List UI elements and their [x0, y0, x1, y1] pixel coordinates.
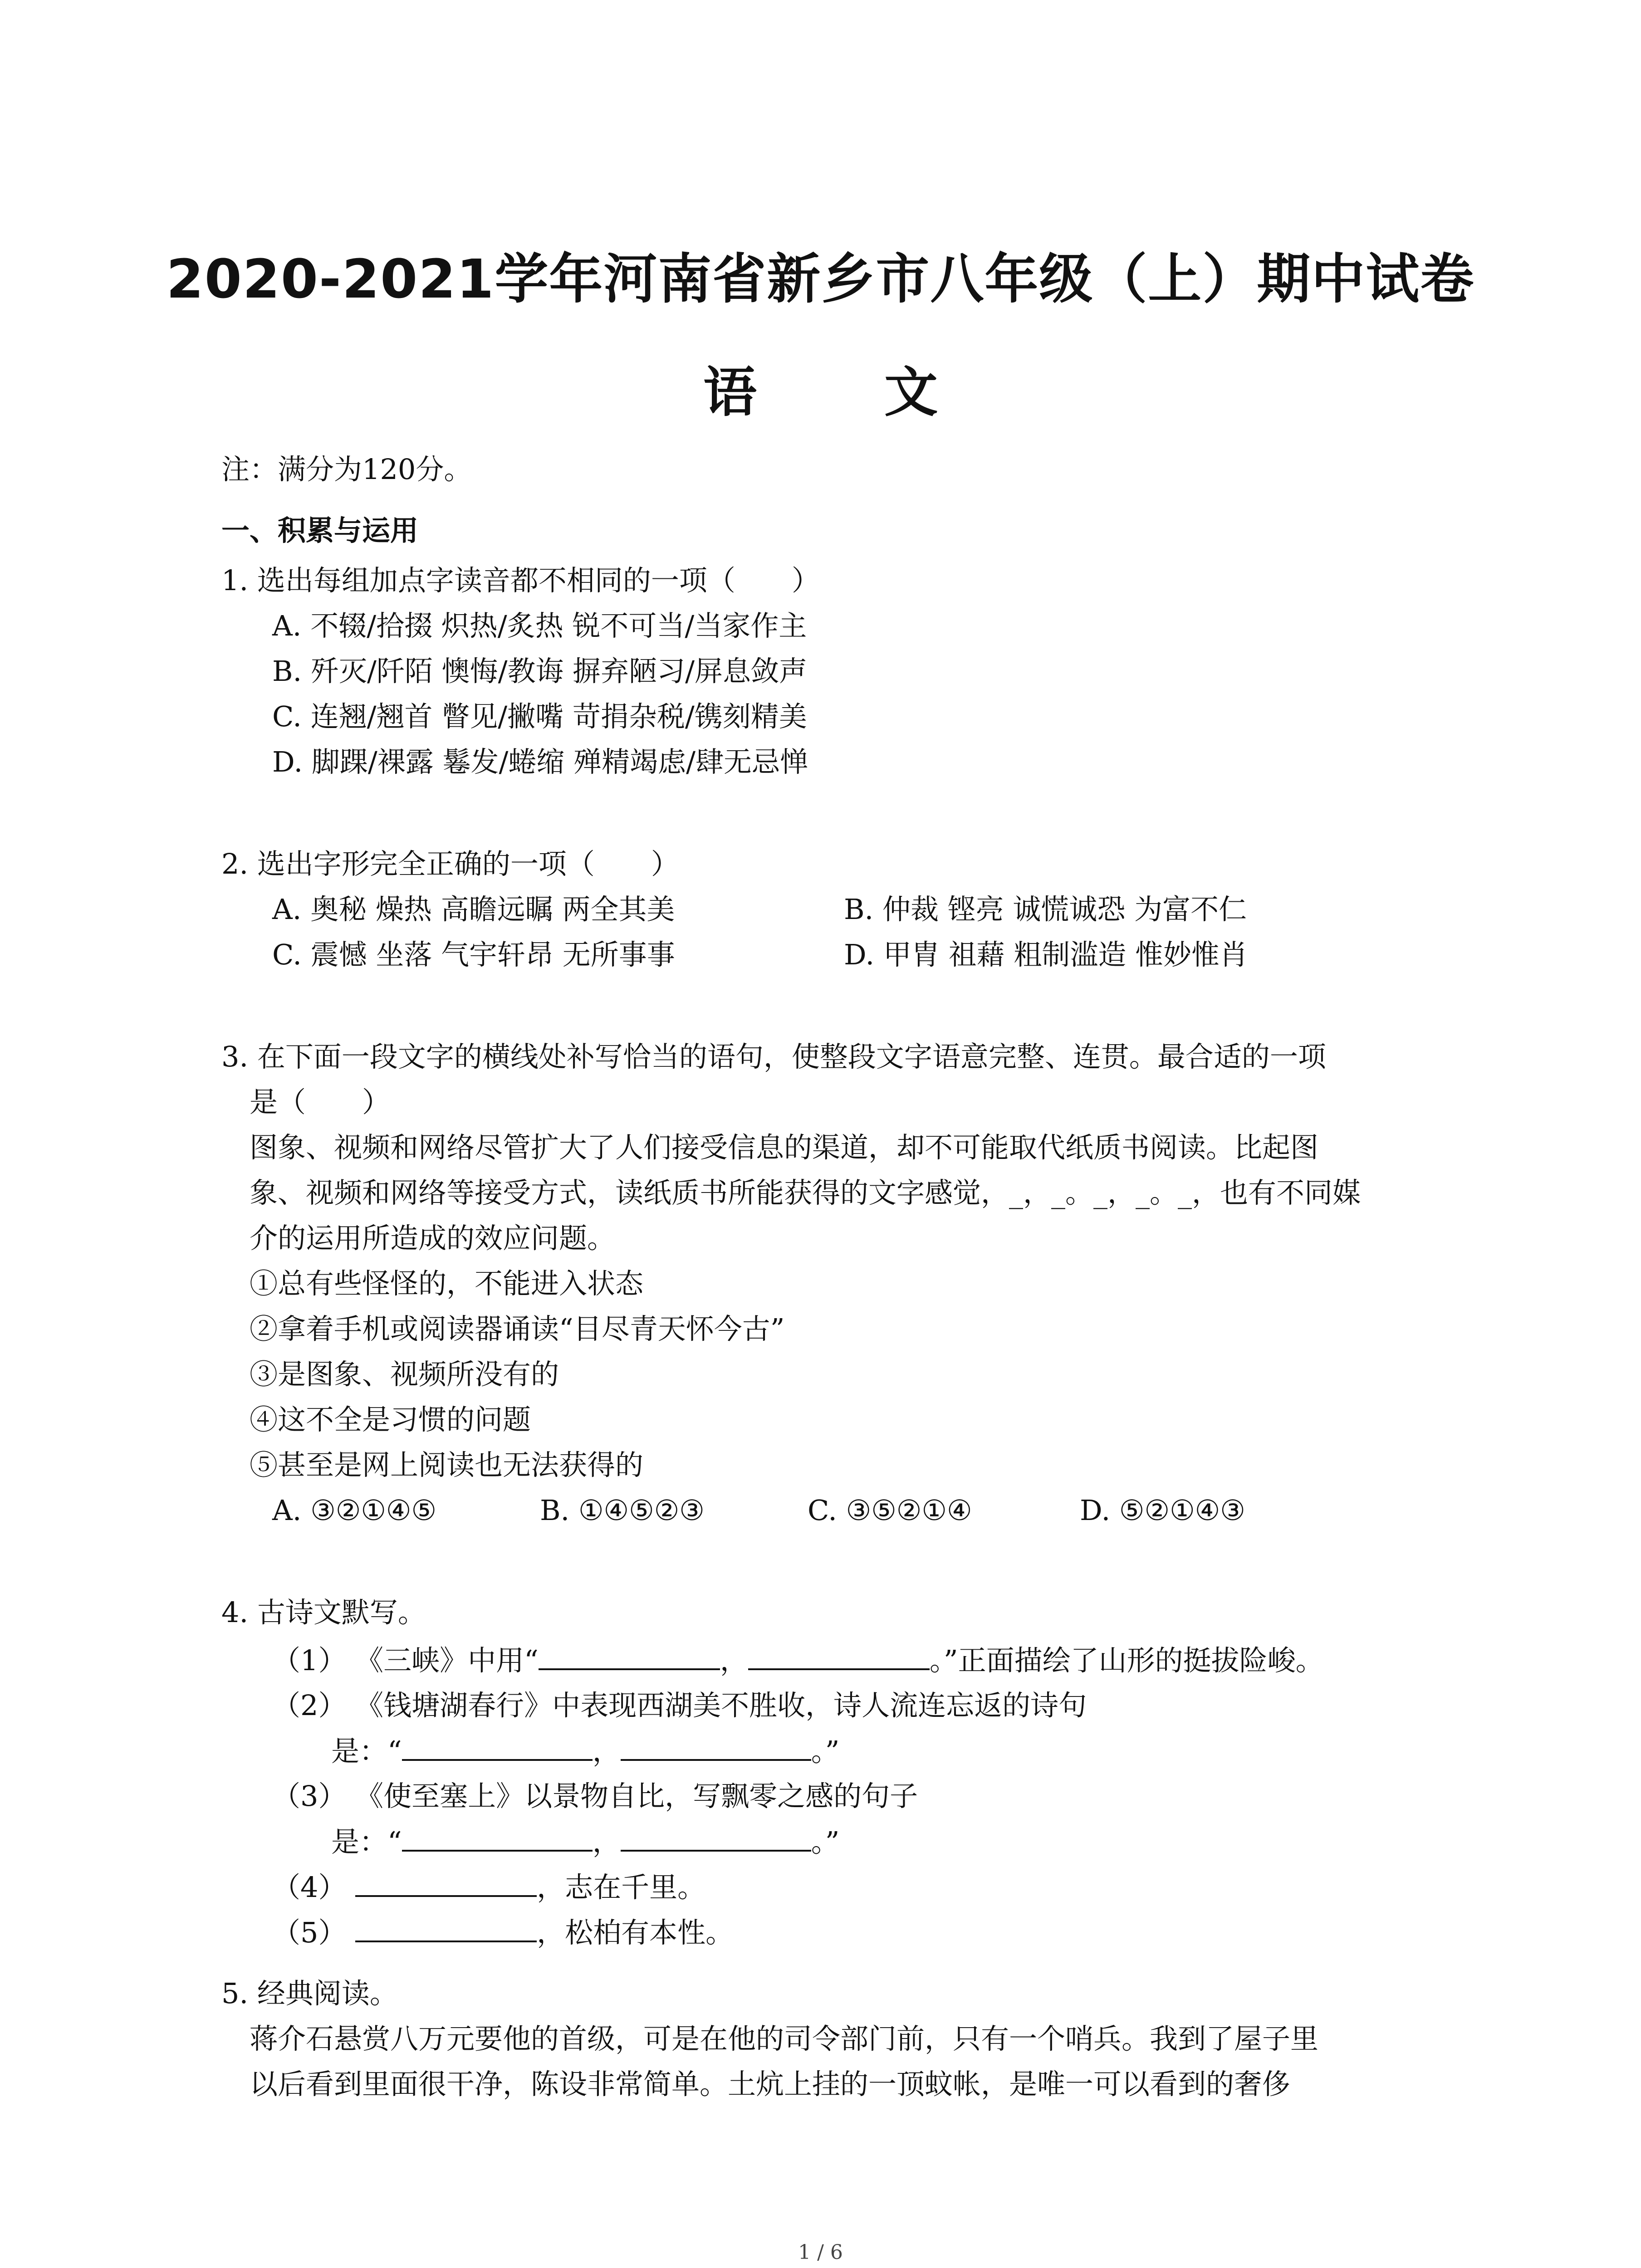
q2-option-d: D. 甲胄 祖藉 粗制滥造 惟妙惟肖: [844, 938, 1248, 971]
q4-sub3-mid: ，: [592, 1825, 621, 1858]
q4-sub5-suffix: ，松柏有本性。: [537, 1916, 734, 1949]
q2-option-c: C. 震憾 坐落 气宇轩昂 无所事事: [272, 938, 675, 971]
q3-item-5: ⑤甚至是网上阅读也无法获得的: [250, 1448, 644, 1481]
q5-passage-line2: 以后看到里面很干净，陈设非常简单。土炕上挂的一顶蚊帐，是唯一可以看到的奢侈: [250, 2068, 1291, 2101]
q4-sub4-suffix: ，志在千里。: [537, 1871, 706, 1904]
q3-item-3: ③是图象、视频所没有的: [250, 1358, 559, 1391]
q1-stem: 1. 选出每组加点字读音都不相同的一项（ ）: [221, 564, 820, 597]
answer-blank[interactable]: [402, 1733, 593, 1761]
page-number: 1 / 6: [798, 2241, 843, 2264]
q3-item-4: ④这不全是习惯的问题: [250, 1403, 531, 1436]
q4-sub3-suffix: 。”: [811, 1825, 840, 1858]
q3-option-c: C. ③⑤②①④: [808, 1494, 972, 1527]
subject-title: 语 文: [703, 361, 993, 424]
q4-sub4: [272, 1869, 705, 1906]
score-note: 注：满分为120分。: [221, 453, 472, 486]
q4-sub4-number: （4）: [272, 1871, 347, 1904]
answer-blank[interactable]: [355, 1869, 537, 1897]
answer-blank[interactable]: [748, 1642, 930, 1670]
answer-blank[interactable]: [539, 1642, 720, 1670]
q4-sub2-suffix: 。”: [811, 1735, 840, 1768]
q4-sub3-prefix: 是：“: [331, 1825, 402, 1858]
q4-sub2-line1: （2） 《钱塘湖春行》中表现西湖美不胜收，诗人流连忘返的诗句: [272, 1689, 1087, 1722]
q3-paragraph-line1: 图象、视频和网络尽管扩大了人们接受信息的渠道，却不可能取代纸质书阅读。比起图: [250, 1131, 1319, 1164]
q4-sub1-prefix: （1） 《三峡》中用“: [272, 1644, 539, 1677]
q2-stem: 2. 选出字形完全正确的一项（ ）: [221, 847, 679, 880]
q2-option-b: B. 仲裁 铿亮 诚慌诚恐 为富不仁: [844, 893, 1247, 926]
q3-option-d: D. ⑤②①④③: [1080, 1494, 1245, 1527]
q1-option-b: B. 歼灭/阡陌 懊悔/教诲 摒弃陋习/屏息敛声: [272, 655, 808, 688]
page-title: 2020-2021学年河南省新乡市八年级（上）期中试卷: [166, 248, 1475, 310]
q4-sub2-prefix: 是：“: [331, 1735, 402, 1768]
q4-stem: 4. 古诗文默写。: [221, 1596, 426, 1629]
section-heading: 一、积累与运用: [221, 514, 419, 547]
q4-sub1-suffix: 。”正面描绘了山形的挺拔险峻。: [929, 1644, 1324, 1677]
q1-option-a: A. 不辍/拾掇 炽热/炙热 锐不可当/当家作主: [272, 609, 807, 642]
q5-passage-line1: 蒋介石悬赏八万元要他的首级，可是在他的司令部门前，只有一个哨兵。我到了屋子里: [250, 2022, 1319, 2055]
q4-sub3-line2: [331, 1823, 839, 1860]
q3-paragraph-line3: 介的运用所造成的效应问题。: [250, 1222, 616, 1255]
q4-sub2-mid: ，: [592, 1735, 621, 1768]
q2-option-a: A. 奥秘 燥热 高瞻远瞩 两全其美: [272, 893, 675, 926]
q4-sub1-mid: ，: [720, 1644, 748, 1677]
q4-sub2-line2: [331, 1733, 839, 1769]
q4-sub1: [272, 1642, 1324, 1679]
q3-option-b: B. ①④⑤②③: [540, 1494, 705, 1527]
q1-option-d: D. 脚踝/裸露 鬈发/蜷缩 殚精竭虑/肆无忌惮: [272, 745, 808, 778]
q3-option-a: A. ③②①④⑤: [272, 1494, 437, 1527]
q4-sub3-line1: （3） 《使至塞上》以景物自比，写飘零之感的句子: [272, 1779, 918, 1813]
q4-sub5-number: （5）: [272, 1916, 347, 1949]
q3-stem-line1: 3. 在下面一段文字的横线处补写恰当的语句，使整段文字语意完整、连贯。最合适的一项: [221, 1040, 1326, 1073]
q3-stem-line2: 是（ ）: [250, 1085, 391, 1119]
answer-blank[interactable]: [355, 1914, 537, 1942]
answer-blank[interactable]: [621, 1823, 811, 1852]
q3-paragraph-line2: 象、视频和网络等接受方式，读纸质书所能获得的文字感觉，_，_。_，_。_，也有不同媒: [250, 1176, 1361, 1209]
q5-stem: 5. 经典阅读。: [221, 1977, 398, 2010]
q3-item-1: ①总有些怪怪的，不能进入状态: [250, 1267, 644, 1300]
q3-item-2: ②拿着手机或阅读器诵读“目尽青天怀今古”: [250, 1312, 785, 1345]
answer-blank[interactable]: [402, 1823, 593, 1852]
q1-option-c: C. 连翘/翘首 瞥见/撇嘴 苛捐杂税/镌刻精美: [272, 700, 807, 733]
answer-blank[interactable]: [621, 1733, 811, 1761]
q4-sub5: [272, 1914, 734, 1951]
